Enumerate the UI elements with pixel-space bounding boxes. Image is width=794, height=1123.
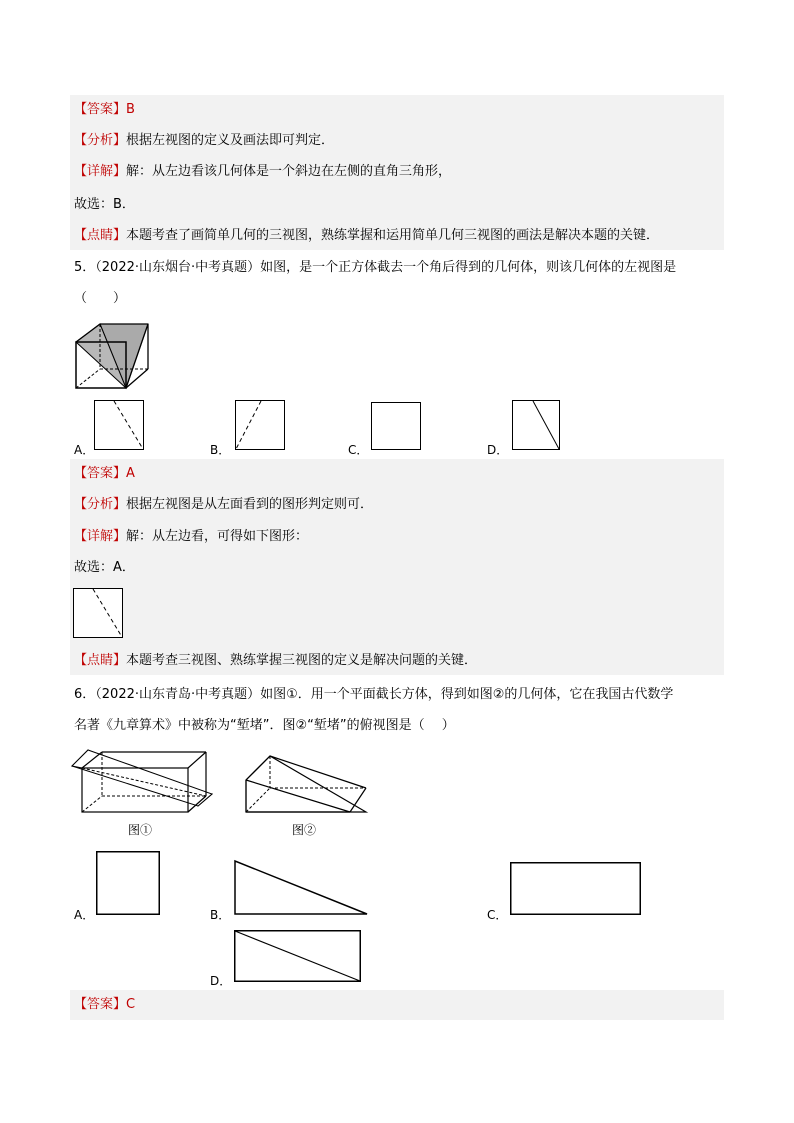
option-a-label: A． bbox=[74, 443, 95, 457]
answer-line bbox=[74, 464, 135, 484]
choose-line: 故选：B． bbox=[74, 197, 135, 212]
option-d-figure bbox=[234, 930, 361, 982]
option-d-label: D． bbox=[487, 443, 509, 457]
analysis-line bbox=[74, 495, 373, 515]
question-6-line-2: 名著《九章算术》中被称为“堑堵”．图②“堑堵”的俯视图是（ ） bbox=[74, 718, 455, 733]
answer-tag: 【答案】 bbox=[74, 997, 127, 1012]
analysis-tag: 【分析】 bbox=[74, 133, 127, 148]
detail-text: 解：从左边看该几何体是一个斜边在左侧的直角三角形， bbox=[126, 164, 452, 179]
detail-text: 解：从左边看，可得如下图形： bbox=[126, 529, 309, 544]
answer-line bbox=[74, 995, 135, 1015]
option-a-label: A． bbox=[74, 908, 95, 922]
option-c-figure bbox=[371, 402, 421, 450]
question-5-line-1: 5．（2022·山东烟台·中考真题）如图，是一个正方体截去一个角后得到的几何体，则该几何体的左视图是 bbox=[74, 260, 677, 275]
comment-line bbox=[74, 226, 659, 246]
question-5-line-2: （ ） bbox=[74, 291, 127, 306]
detail-tag: 【详解】 bbox=[74, 529, 127, 544]
answer-value: A bbox=[126, 466, 135, 481]
comment-tag: 【点睛】 bbox=[74, 228, 127, 243]
figure-2-wedge bbox=[246, 750, 368, 814]
answer-block-6 bbox=[70, 990, 724, 1020]
left-view-figure bbox=[73, 588, 123, 638]
detail-tag: 【详解】 bbox=[74, 164, 127, 179]
comment-tag: 【点睛】 bbox=[74, 653, 127, 668]
option-a-figure bbox=[94, 400, 144, 450]
figure-1-caption: 图① bbox=[128, 823, 153, 837]
figure-1-cuboid bbox=[70, 746, 216, 816]
option-b-figure bbox=[234, 860, 368, 915]
analysis-tag: 【分析】 bbox=[74, 497, 127, 512]
detail-line bbox=[74, 162, 451, 182]
answer-tag: 【答案】 bbox=[74, 466, 127, 481]
answer-block-5 bbox=[70, 459, 724, 675]
answer-tag: 【答案】 bbox=[74, 102, 127, 117]
cube-cut-figure bbox=[76, 322, 148, 390]
question-6-line-1: 6．（2022·山东青岛·中考真题）如图①．用一个平面截长方体，得到如图②的几何体，它在我国古代数学 bbox=[74, 687, 674, 702]
choose-line: 故选：A． bbox=[74, 560, 135, 575]
analysis-text: 根据左视图的定义及画法即可判定． bbox=[126, 133, 335, 148]
option-a-figure bbox=[96, 851, 160, 915]
option-d-figure bbox=[512, 400, 560, 450]
comment-line bbox=[74, 651, 477, 671]
option-b-figure bbox=[235, 400, 285, 450]
answer-value: B bbox=[126, 102, 135, 117]
detail-line bbox=[74, 527, 308, 547]
option-c-figure bbox=[510, 862, 641, 915]
option-b-label: B． bbox=[210, 908, 231, 922]
option-d-label: D． bbox=[210, 974, 232, 988]
option-b-label: B． bbox=[210, 443, 231, 457]
figure-2-caption: 图② bbox=[292, 823, 317, 837]
option-c-label: C． bbox=[487, 908, 508, 922]
answer-line bbox=[74, 100, 135, 120]
option-c-label: C． bbox=[348, 443, 369, 457]
analysis-line bbox=[74, 131, 334, 151]
comment-text: 本题考查三视图、熟练掌握三视图的定义是解决问题的关键． bbox=[126, 653, 478, 668]
comment-text: 本题考查了画简单几何的三视图，熟练掌握和运用简单几何三视图的画法是解决本题的关键． bbox=[126, 228, 660, 243]
analysis-text: 根据左视图是从左面看到的图形判定则可． bbox=[126, 497, 374, 512]
answer-value: C bbox=[126, 997, 136, 1012]
